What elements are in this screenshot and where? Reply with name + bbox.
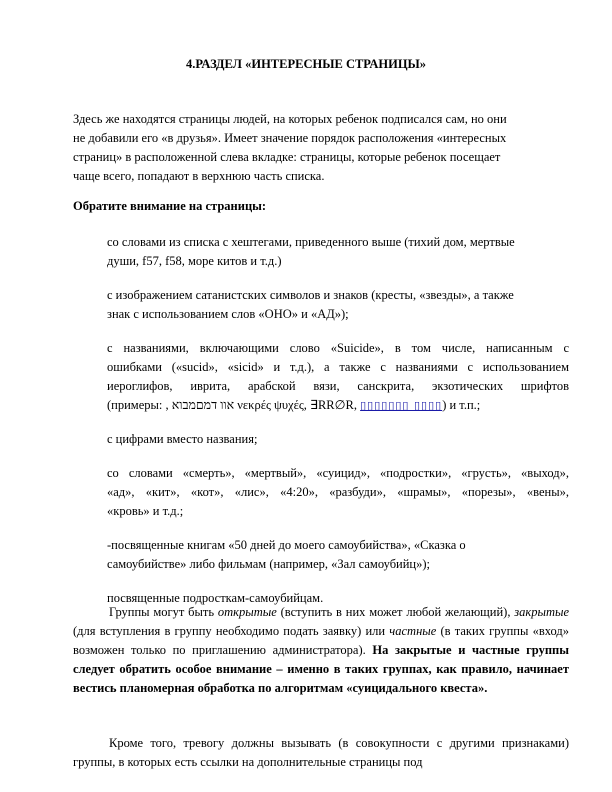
intro-paragraph (73, 110, 553, 186)
list-item-line: «ад», «кит», «кот», «лис», «4:20», «разбуди», «шрамы», «порезы», «вены», (107, 485, 569, 499)
list-item-line: с цифрами вместо названия; (107, 432, 258, 446)
intro-line: не добавили его «в друзья». Имеет значение порядок расположения «интересных (73, 131, 507, 145)
list-item (107, 339, 569, 415)
list-item-line: «кровь» и т.д.; (107, 504, 184, 518)
groups-paragraph (73, 603, 569, 698)
exotic-font-example-link[interactable]: ▯▯▯▯▯▯▯ ▯▯▯▯ (360, 399, 443, 412)
list-item-line: с изображением сатанистских символов и знаков (кресты, «звезды», а также (107, 288, 514, 302)
list-item-line: иероглифов, иврита, арабской вязи, санскрита, экзотических шрифтов (107, 379, 569, 393)
list-item-line: знак с использованием слов «ОНО» и «АД»); (107, 307, 349, 321)
examples-suffix: ) и т.п.; (442, 398, 481, 412)
text-run: (в таких группы «вход» возможен только по приглашению администратора). (73, 624, 570, 657)
text-run: (для вступления в группу необходимо подать заявку) или (73, 624, 390, 638)
hebrew-example: אוו דמםמבוא , (165, 398, 235, 412)
symbol-example: ∃RR∅R, (310, 398, 357, 412)
greek-example: νεκρές ψυχές, (237, 398, 307, 412)
section-title: 4.РАЗДЕЛ «ИНТЕРЕСНЫЕ СТРАНИЦЫ» (185, 57, 427, 71)
text-run: (вступить в них может любой желающий), (276, 605, 515, 619)
text-run: Группы могут быть (109, 605, 218, 619)
list-item-line: души, f57, f58, море китов и т.д.) (107, 254, 282, 268)
emphasis-text: На закрытые и частные группы следует обратить особое внимание – именно в таких группах, как правило, начинает вестись планомерная обработка по алгоритмам «суицидального квеста». (73, 643, 569, 695)
list-item (107, 430, 569, 449)
list-item-line: со словами «смерть», «мертвый», «суицид», «подростки», «грусть», «выход», (107, 466, 569, 480)
open-groups-term: открытые (217, 605, 277, 619)
intro-line: Здесь же находятся страницы людей, на которых ребенок подписался сам, но они (73, 112, 507, 126)
list-item (107, 464, 569, 521)
attention-heading: Обратите внимание на страницы: (73, 199, 267, 213)
list-item-line: с названиями, включающими слово «Suicide», в том числе, написанным с (107, 341, 569, 355)
list-item-line: самоубийстве» либо фильмам (например, «Зал самоубийц»); (107, 557, 431, 571)
list-item-line: -посвященные книгам «50 дней до моего самоубийства», «Сказка о (107, 538, 466, 552)
list-item-line: со словами из списка с хештегами, приведенного выше (тихий дом, мертвые (107, 235, 515, 249)
examples-prefix: (примеры: (107, 398, 166, 412)
list-item (107, 233, 569, 271)
closed-groups-term: закрытые (514, 605, 569, 619)
list-item-line: посвященные подросткам-самоубийцам. (107, 591, 324, 605)
private-groups-term: частные (389, 624, 437, 638)
list-item-line: ошибками («sucid», «sicid» и т.д.), а также с названиями с использованием (107, 360, 569, 374)
list-item (107, 286, 569, 324)
intro-line: страниц» в расположенной слева вкладке: страницы, которые ребенок посещает (73, 150, 501, 164)
warning-paragraph: Кроме того, тревогу должны вызывать (в совокупности с другими признаками) группы, в которых есть ссылки на дополнительные страницы под (73, 736, 569, 769)
list-item-examples (107, 396, 569, 415)
intro-line: чаще всего, попадают в верхнюю часть списка. (73, 169, 325, 183)
pages-list (107, 233, 569, 623)
list-item (107, 536, 569, 574)
